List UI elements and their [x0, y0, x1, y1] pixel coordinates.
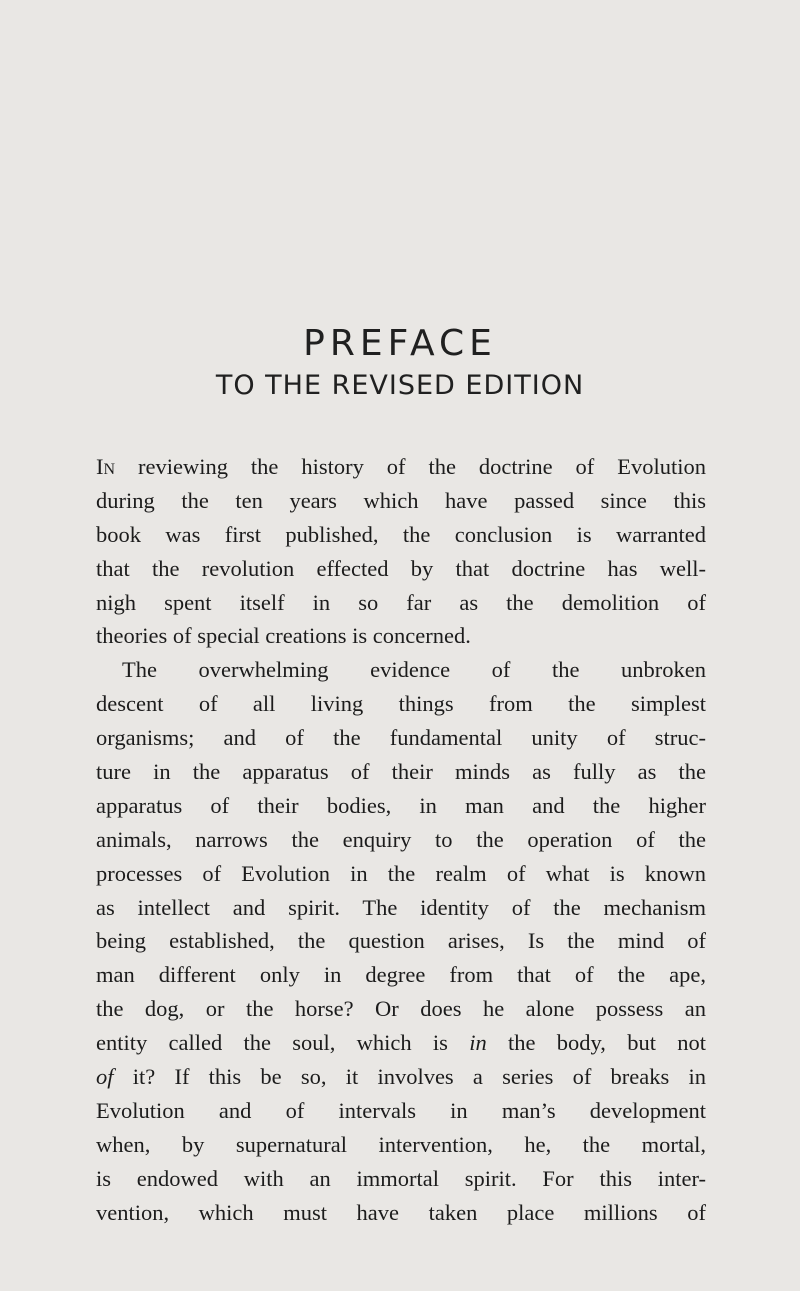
text-line [96, 1026, 706, 1060]
text-line: that the revolution effected by that doctrine has well- [96, 555, 706, 581]
italic-word: in [469, 1030, 487, 1056]
text-line: is endowed with an immortal spirit. For this inter- [96, 1165, 706, 1191]
text-fragment: reviewing the history of the doctrine of Evolution [115, 454, 706, 479]
text-line: organisms; and of the fundamental unity of struc- [96, 725, 706, 751]
text-line: vention, which must have taken place millions of [96, 1199, 706, 1225]
page-subtitle: TO THE REVISED EDITION [215, 370, 585, 401]
text-line: as intellect and spirit. The identity of the mechanism [96, 894, 706, 920]
text-line: ture in the apparatus of their minds as fully as the [96, 759, 706, 785]
text-line: when, by supernatural intervention, he, the mortal, [96, 1131, 706, 1157]
text-line: nigh spent itself in so far as the demolition of [96, 589, 706, 615]
text-line [96, 1060, 706, 1094]
text-line: processes of Evolution in the realm of what is known [96, 860, 706, 886]
text-line [96, 450, 706, 484]
text-line: during the ten years which have passed since this [96, 487, 706, 513]
page-title: PREFACE [303, 323, 497, 364]
text-fragment: entity called the soul, which is [96, 1030, 470, 1056]
text-line: Evolution and of intervals in man’s development [96, 1097, 706, 1123]
text-line: book was first published, the conclusion is warranted [96, 521, 706, 547]
text-fragment: the body, but not [486, 1030, 706, 1056]
text-line: being established, the question arises, Is the mind of [96, 928, 706, 954]
italic-word: of [96, 1064, 114, 1090]
text-line: the dog, or the horse? Or does he alone possess an [96, 996, 706, 1022]
preface-text [96, 450, 706, 1229]
text-line: animals, narrows the enquiry to the operation of the [96, 826, 706, 852]
text-line: man different only in degree from that of the ape, [96, 962, 706, 988]
text-line: apparatus of their bodies, in man and the higher [96, 792, 706, 818]
lead-word: In [96, 454, 116, 479]
text-line: theories of special creations is concerned. [96, 623, 471, 649]
text-line: The overwhelming evidence of the unbroken [122, 657, 706, 683]
text-line: descent of all living things from the simplest [96, 691, 706, 717]
text-fragment: it? If this be so, it involves a series of breaks in [113, 1064, 706, 1090]
